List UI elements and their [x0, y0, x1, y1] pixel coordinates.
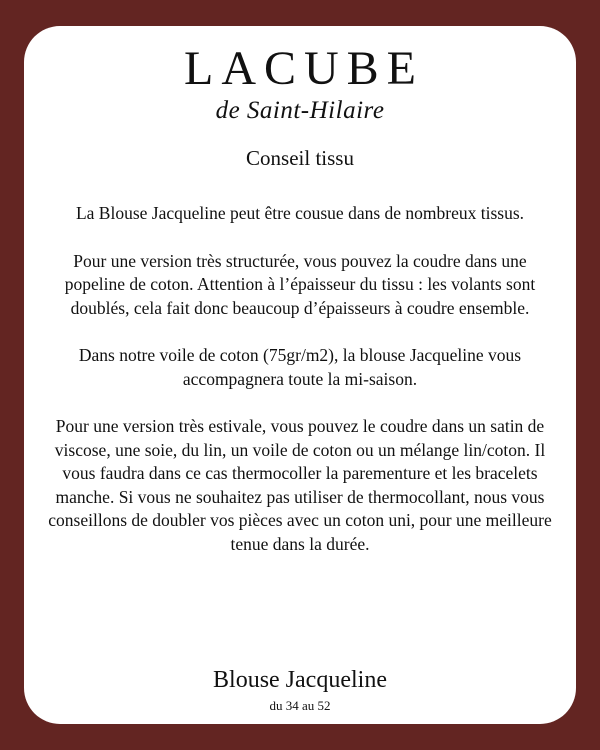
size-range: du 34 au 52: [269, 698, 331, 713]
section-title: Conseil tissu: [246, 146, 354, 170]
brand-logo: LACUBE: [184, 42, 424, 95]
advice-body: [46, 202, 554, 580]
product-name: Blouse Jacqueline: [213, 667, 387, 693]
paragraph: Pour une version très estivale, vous pouvez le coudre dans un satin de viscose, une soie, du lin, un voile de coton ou un mélange lin/coton. Il vous faudra dans ce cas thermocoller la parementure et les bracelets manche. Si vous ne souhaitez pas utiliser de thermocollant, nous vous conseillons de doubler vos pièces avec un coton uni, pour une meilleure tenue dans la durée.: [48, 416, 552, 554]
paragraph: La Blouse Jacqueline peut être cousue dans de nombreux tissus.: [75, 203, 525, 223]
paragraph: Pour une version très structurée, vous pouvez la coudre dans une popeline de coton. Attention à l’épaisseur du tissu : les volants sont doublés, cela fait donc beaucoup d’épaisseurs à coudre ensemble.: [64, 250, 536, 318]
brand-subtitle: de Saint-Hilaire: [215, 97, 385, 124]
paragraph: Dans notre voile de coton (75gr/m2), la blouse Jacqueline vous accompagnera toute la mi-saison.: [78, 345, 522, 389]
info-card: [24, 26, 576, 724]
